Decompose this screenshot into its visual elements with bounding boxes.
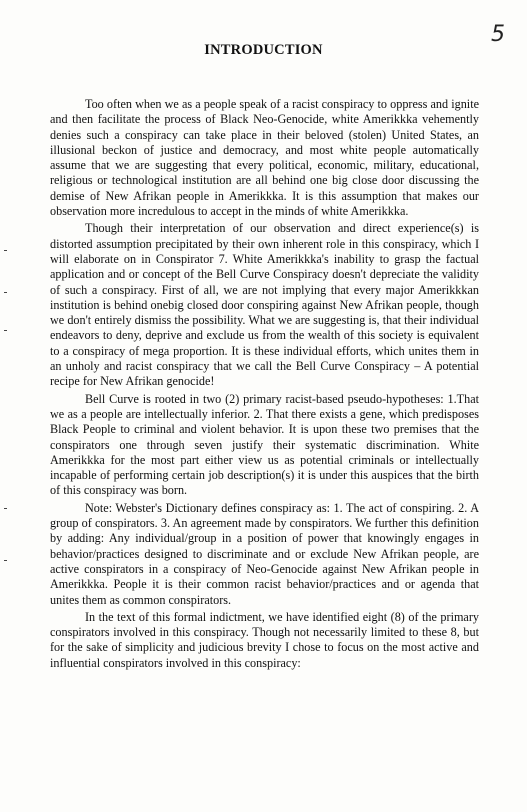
paragraph: Too often when we as a people speak of a racist conspiracy to oppress and ignite and then facilitate the process of Black Neo-Genocide, white Amerikkka vehemently denies such a conspiracy can take place in their beloved (stolen) United States, an illusional beckon of justice and democracy, and most white people automatically assume that we are suggesting that every political, economic, military, educational, religious or technological institution are all behind one big close door discussing the demise of New Afrikan people in Amerikkka. It is this assumption that makes our observation more incredulous to accept in the minds of white Amerikkka. — [50, 97, 479, 219]
scan-margin-mark — [4, 292, 7, 293]
page-title: INTRODUCTION — [204, 42, 323, 58]
page-number: 5 — [491, 22, 505, 47]
body-text — [50, 97, 479, 671]
paragraph: Note: Webster's Dictionary defines conspiracy as: 1. The act of conspiring. 2. A group of conspirators. 3. An agreement made by conspirators. We further this definition by adding: Any individual/group in a position of power that knowingly engages in behavior/practices designed to discriminate and or exclude New Afrikan people, are active conspirators in a conspiracy of Neo-Genocide against New Afrikan people in Amerikkka. People it is their common racist behavior/practices and or agenda that unites them as common conspirators. — [50, 500, 479, 607]
scan-margin-mark — [4, 560, 7, 561]
scan-margin-mark — [4, 250, 7, 251]
scan-margin-mark — [4, 508, 7, 509]
scan-margin-mark — [4, 330, 7, 331]
paragraph: Though their interpretation of our observation and direct experience(s) is distorted assumption precipitated by their own inherent role in this conspiracy, which I will elaborate on in Conspirator 7. White Amerikkka's inability to grasp the factual application and or concept of the Bell Curve Conspiracy doesn't depreciate the validity of such a conspiracy. First of all, we are not implying that every major Amerikkkan institution is behind onebig closed door conspiring against New Afrikan people, though we don't entirely dismiss the possibility. What we are suggesting is, that their individual endeavors to deny, deprive and exclude us from the wealth of this society is equivalent to a conspiracy of mega proportion. It is these individual efforts, which unites them in an unholy and racist conspiracy that we call the Bell Curve Conspiracy – A potential recipe for New Afrikan genocide! — [50, 221, 479, 389]
paragraph: Bell Curve is rooted in two (2) primary racist-based pseudo-hypotheses: 1.That we as a people are intellectually inferior. 2. That there exists a gene, which predisposes Black People to criminal and violent behavior. It is upon these two premises that the conspirators one through seven justify their systematic discrimination. White Amerikkka for the most part either view us as potential criminals or intellectually incapable of performing certain job description(s) it is under this auspices that the birth of this conspiracy was born. — [50, 391, 479, 498]
paragraph: In the text of this formal indictment, we have identified eight (8) of the primary conspirators involved in this conspiracy. Though not necessarily limited to these 8, but for the sake of simplicity and judicious brevity I chose to focus on the most active and influential conspirators involved in this conspiracy: — [50, 609, 479, 670]
